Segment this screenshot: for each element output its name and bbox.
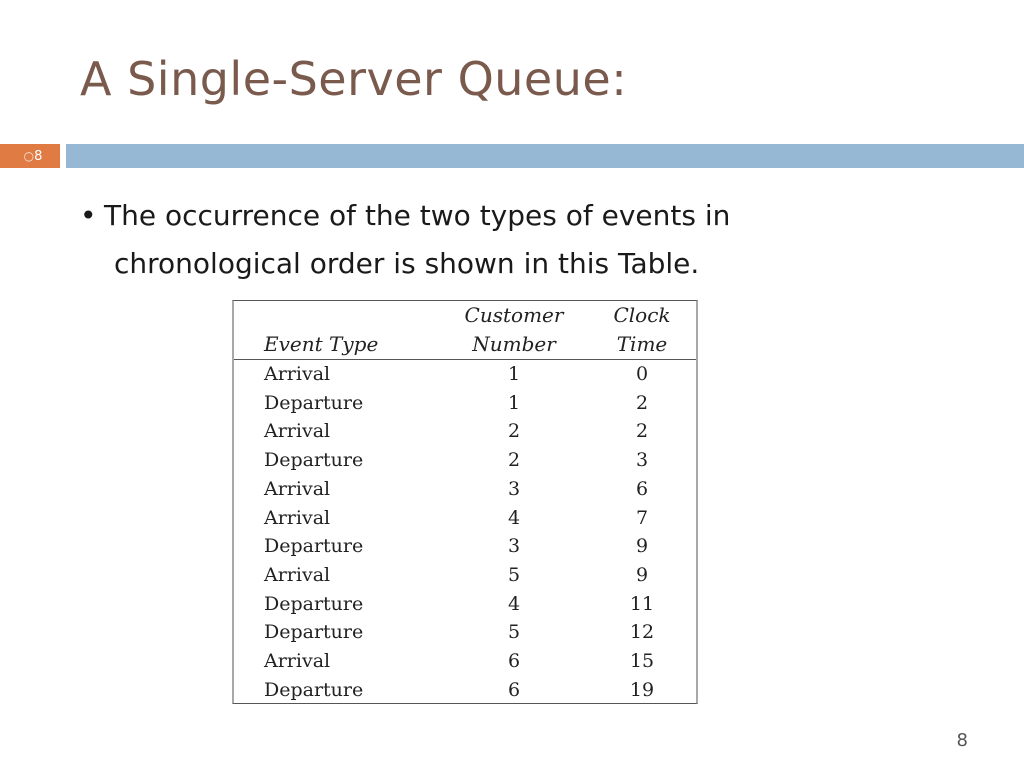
clock-time-cell: 3 (635, 449, 649, 472)
clock-time-cell: 15 (629, 650, 655, 673)
table-header-row (234, 301, 696, 330)
event-type-cell: Departure (264, 391, 364, 414)
customer-number-cell: 1 (507, 391, 521, 414)
table-row (234, 504, 696, 533)
bullet-paragraph (80, 192, 940, 288)
event-table (234, 301, 696, 704)
table-row (234, 561, 696, 590)
event-table-frame (232, 300, 698, 704)
table-header-cell: Clock (613, 303, 671, 327)
clock-time-cell: 7 (635, 506, 649, 529)
clock-time-cell: 0 (635, 363, 649, 385)
customer-number-cell: 6 (507, 678, 521, 701)
customer-number-cell: 5 (507, 563, 521, 586)
slide-number-label: 8 (34, 149, 43, 164)
event-type-cell: Departure (264, 592, 364, 615)
event-type-cell: Departure (264, 678, 364, 701)
bullet-line-1: The occurrence of the two types of events in (104, 199, 731, 232)
customer-number-cell: 1 (507, 363, 521, 385)
customer-number-cell: 3 (507, 477, 521, 500)
event-type-cell: Departure (264, 449, 364, 472)
customer-number-cell: 2 (507, 420, 521, 443)
customer-number-cell: 5 (507, 621, 521, 644)
clock-time-cell: 2 (635, 391, 649, 414)
event-type-cell: Arrival (264, 420, 331, 443)
table-header-cell: Customer (464, 303, 564, 327)
table-row (234, 676, 696, 705)
table-row (234, 360, 696, 389)
table-row (234, 417, 696, 446)
table-row (234, 532, 696, 561)
customer-number-cell: 2 (507, 449, 521, 472)
table-row (234, 590, 696, 619)
table-row (234, 618, 696, 647)
event-type-cell: Arrival (264, 363, 331, 385)
table-header-cell: Event Type (234, 330, 434, 360)
clock-time-cell: 6 (635, 477, 649, 500)
event-type-cell: Arrival (264, 477, 331, 500)
clock-time-cell: 9 (635, 535, 649, 558)
slide-title: A Single-Server Queue: (80, 52, 628, 106)
clock-time-cell: 9 (635, 563, 649, 586)
clock-time-cell: 2 (635, 420, 649, 443)
table-row (234, 389, 696, 418)
table-header-row (234, 330, 696, 360)
event-type-cell: Arrival (264, 650, 331, 673)
bullet-line-2: chronological order is shown in this Table. (114, 247, 700, 280)
table-header-cell: Number (434, 330, 594, 360)
event-type-cell: Departure (264, 621, 364, 644)
event-type-cell: Departure (264, 535, 364, 558)
table-header-cell (234, 301, 434, 330)
event-type-cell: Arrival (264, 506, 331, 529)
table-row (234, 475, 696, 504)
page-number: 8 (956, 730, 968, 751)
customer-number-cell: 3 (507, 535, 521, 558)
slide-number-tab (0, 144, 60, 168)
circle-icon: ○ (23, 149, 35, 163)
title-divider-bar (66, 144, 1024, 168)
event-type-cell: Arrival (264, 563, 331, 586)
table-header-cell: Time (594, 330, 696, 360)
customer-number-cell: 4 (507, 506, 521, 529)
clock-time-cell: 12 (629, 621, 655, 644)
table-row (234, 446, 696, 475)
bullet-icon: • (80, 199, 97, 232)
customer-number-cell: 6 (507, 650, 521, 673)
customer-number-cell: 4 (507, 592, 521, 615)
table-row (234, 647, 696, 676)
clock-time-cell: 19 (629, 678, 655, 701)
clock-time-cell: 11 (629, 592, 655, 615)
